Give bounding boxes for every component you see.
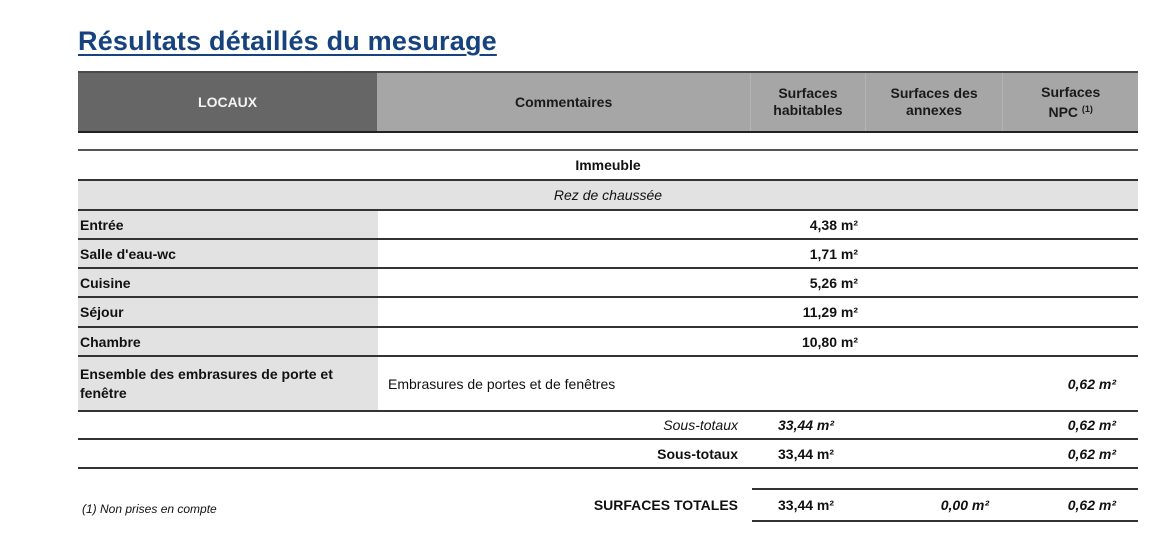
- npc-cell: [1003, 211, 1138, 238]
- npc-cell: [1003, 298, 1138, 326]
- level-label: Rez de chaussée: [553, 187, 663, 203]
- header-surfaces-annexes: [865, 73, 1003, 131]
- header-annexes-line1: Surfaces des: [890, 85, 978, 101]
- table-row: [78, 298, 1138, 328]
- npc-cell: [1003, 269, 1138, 296]
- header-habitables-line2: habitables: [773, 102, 843, 118]
- comment-cell: [378, 298, 752, 326]
- building-row: [78, 151, 1138, 181]
- header-locaux: LOCAUX: [78, 73, 377, 131]
- annexe-cell: [866, 240, 1003, 267]
- habitable-cell: 1,71 m²: [809, 245, 858, 262]
- level-row: [78, 181, 1138, 211]
- page-title: Résultats détaillés du mesurage: [78, 26, 497, 56]
- header-habitables-line1: Surfaces: [778, 85, 838, 101]
- header-surfaces-npc: [1002, 73, 1138, 131]
- comment-cell: [378, 240, 752, 267]
- header-commentaires: Commentaires: [377, 73, 750, 131]
- habitable-cell: [752, 357, 866, 410]
- comment-cell: Embrasures de portes et de fenêtres: [388, 375, 616, 392]
- npc-cell: 0,62 m²: [1067, 375, 1116, 392]
- habitable-cell: 11,29 m²: [802, 304, 858, 320]
- header-npc-footnote-ref: (1): [1081, 103, 1093, 114]
- totals-habitable: 33,44 m²: [778, 497, 835, 513]
- npc-cell: [1003, 328, 1138, 355]
- subtotal-level-habitable: 33,44 m²: [778, 417, 835, 433]
- totals-npc: 0,62 m²: [1067, 497, 1116, 513]
- totals-values: [752, 488, 1138, 522]
- header-npc-line1: Surfaces: [1041, 83, 1101, 100]
- subtotal-level-label: Sous-totaux: [663, 417, 738, 433]
- annexe-cell: [866, 269, 1003, 296]
- annexe-cell: [866, 357, 1003, 410]
- building-label: Immeuble: [575, 157, 641, 173]
- table-header: [78, 71, 1138, 133]
- local-name: Séjour: [78, 298, 378, 326]
- subtotal-building-label: Sous-totaux: [657, 445, 738, 462]
- npc-cell: [1003, 240, 1138, 267]
- table-row: [78, 269, 1138, 298]
- habitable-cell: 5,26 m²: [809, 274, 858, 291]
- annexe-cell: [866, 298, 1003, 326]
- comment-cell: [378, 269, 752, 296]
- habitable-cell: 4,38 m²: [809, 216, 858, 233]
- subtotal-level-npc: 0,62 m²: [1067, 417, 1116, 433]
- header-npc-line2: NPC: [1048, 103, 1079, 120]
- subtotal-level-annexe: [866, 412, 1003, 438]
- totals-label: SURFACES TOTALES: [593, 497, 738, 513]
- habitable-cell: 10,80 m²: [801, 333, 858, 350]
- table-row: [78, 240, 1138, 269]
- subtotal-building-npc: 0,62 m²: [1067, 445, 1116, 462]
- comment-cell: [378, 211, 752, 238]
- local-name: Cuisine: [78, 269, 378, 296]
- annexe-cell: [866, 211, 1003, 238]
- totals-annexe: 0,00 m²: [940, 497, 989, 513]
- table-row: [78, 328, 1138, 357]
- annexe-cell: [866, 328, 1003, 355]
- footnote: (1) Non prises en compte: [82, 502, 217, 516]
- subtotal-building-habitable: 33,44 m²: [778, 445, 835, 462]
- header-annexes-line2: annexes: [906, 102, 963, 118]
- totals-row: [78, 488, 1138, 522]
- table-row: [78, 357, 1138, 412]
- local-name: Entrée: [78, 211, 378, 238]
- subtotal-building-annexe: [866, 440, 1003, 467]
- subtotal-level-row: [78, 412, 1138, 440]
- header-surfaces-habitables: [750, 73, 865, 131]
- local-name: Salle d'eau-wc: [78, 240, 378, 267]
- subtotal-building-row: [78, 440, 1138, 469]
- local-name: Ensemble des embrasures de porte et fenêtre: [78, 357, 378, 410]
- local-name: Chambre: [78, 328, 378, 355]
- table-row: [78, 211, 1138, 240]
- comment-cell: [378, 328, 752, 355]
